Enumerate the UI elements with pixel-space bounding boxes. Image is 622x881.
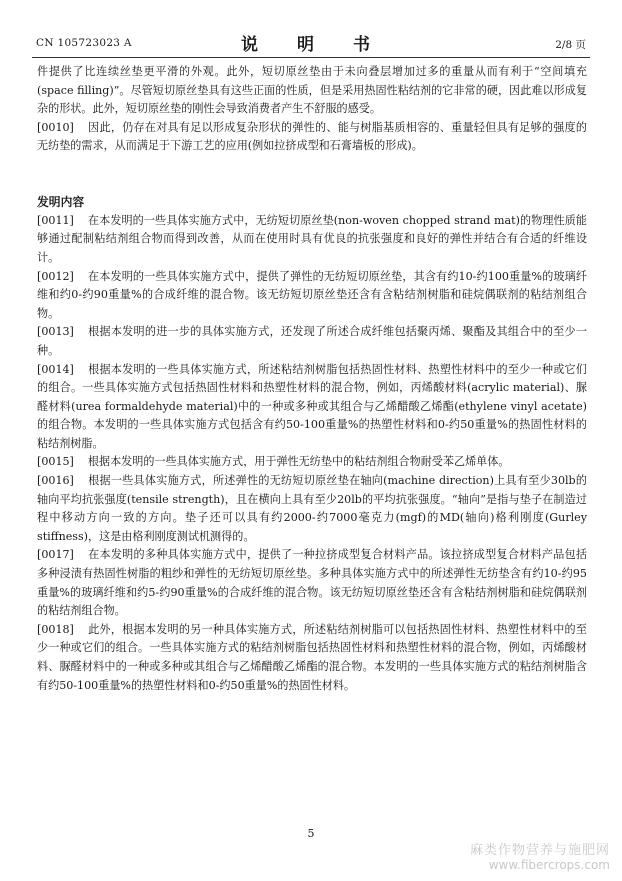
- watermark-url: www.fibercrops.com: [488, 858, 610, 872]
- paragraph-number: [0015]: [37, 455, 74, 469]
- paragraph-number: [0013]: [37, 325, 74, 339]
- spacer: [37, 156, 587, 175]
- paragraph-0013: [0013] 根据本发明的进一步的具体实施方式，还发现了所述合成纤维包括聚丙烯、聚酯及其组合中的至少一种。: [37, 325, 587, 357]
- paragraph-0018: [0018] 此外，根据本发明的另一种具体实施方式，所述粘结剂树脂可以包括热固性材料、热塑性材料中的至少一种或它们的组合。一些具体实施方式的粘结剂树脂包括热固性材料和热塑性材料的混合物，例如，丙烯酸材料、脲醛材料中的一种或多种或其组合与乙烯醋酸乙烯酯的混合物。本发明的一些具体实施方式的粘结剂树脂含有约50-100重量%的热塑性材料和0-约50重量%的热固性材料。: [37, 622, 587, 692]
- paragraph-0017: [0017] 在本发明的多种具体实施方式中，提供了一种拉挤成型复合材料产品。该拉挤成型复合材料产品包括多种浸渍有热固性树脂的粗纱和弹性的无纺短切原丝垫。多种具体实施方式中的所述弹性无纺垫含有约10-约95重量%的玻璃纤维和约5-约90重量%的合成纤维的混合物。该无纺短切原丝垫还含有含粘结剂树脂和硅烷偶联剂的粘结剂组合物。: [37, 548, 587, 618]
- paragraph-number: [0018]: [37, 622, 74, 636]
- paragraph-number: [0010]: [37, 120, 74, 134]
- page-number: 5: [307, 827, 315, 840]
- paragraph-0015: [0015] 根据本发明的一些具体实施方式，用于弹性无纺垫中的粘结剂组合物耐受苯乙烯单体。: [37, 455, 510, 469]
- paragraph-0011: [0011] 在本发明的一些具体实施方式中，无纺短切原丝垫(non-woven chopped strand mat)的物理性质能够通过配制粘结剂组合物而得到改善，从而在使用时具有优良的抗张强度和良好的弹性并结合有合适的纤维设计。: [37, 213, 587, 264]
- paragraph-number: [0016]: [37, 474, 74, 488]
- paragraph-number: [0011]: [37, 213, 74, 227]
- paragraph-0010: [0010] 因此，仍存在对具有足以形成复杂形状的弹性的、能与树脂基质相容的、重量轻但具有足够的强度的无纺垫的需求，从而满足于下游工艺的应用(例如拉挤成型和石膏墙板的形成)。: [37, 120, 587, 153]
- paragraph-number: [0014]: [37, 362, 74, 376]
- spacer: [37, 175, 587, 194]
- page-header: [0, 0, 622, 58]
- document-title: 说 明 书: [241, 35, 381, 55]
- paragraph-0016: [0016] 根据一些具体实施方式，所述弹性的无纺短切原丝垫在轴向(machine direction)上具有至少30lb的轴向平均抗张强度(tensile strength)，且在横向上具有至少20lb的平均抗张强度。“轴向”是指与垫子在制造过程中移动方向一致的方向。垫子还可以具有约2000-约7000毫克力(mgf)的MD(轴向)格利刚度(Gurley stiffness)，这是由格利刚度测试机测得的。: [37, 474, 587, 543]
- section-heading: 发明内容: [37, 195, 85, 210]
- page-indicator: 2/8 页: [555, 39, 586, 51]
- paragraph-number: [0017]: [37, 548, 74, 562]
- header-divider: [32, 57, 590, 58]
- paragraph-0014: [0014] 根据本发明的一些具体实施方式，所述粘结剂树脂包括热固性材料、热塑性材料中的至少一种或它们的组合。一些具体实施方式包括热固性材料和热塑性材料的混合物，例如，丙烯酸材料(acrylic material)、脲醛材料(urea formaldehyde material)中的一种或多种或其组合与乙烯醋酸乙烯酯(ethylene vinyl acetate)的组合物。本发明的一些具体实施方式包括含有约50-100重量%的热塑性材料和0-约50重量%的热固性材料的粘结剂树脂。: [37, 362, 587, 450]
- paragraph-number: [0012]: [37, 269, 74, 283]
- document-body: [37, 63, 587, 695]
- paragraph-continued: 件提供了比连续丝垫更平滑的外观。此外，短切原丝垫由于未向叠层增加过多的重量从而有利于“空间填充(space filling)”。尽管短切原丝垫具有这些正面的性质，但是采用热固性粘结剂的它非常的硬，因此难以形成复杂的形状。此外，短切原丝垫的刚性会导致消费者产生不舒服的感受。: [37, 65, 587, 116]
- patent-number: CN 105723023 A: [36, 37, 132, 49]
- watermark: [470, 843, 610, 873]
- watermark-site-name: 麻类作物营养与施肥网: [469, 843, 610, 858]
- paragraph-0012: [0012] 在本发明的一些具体实施方式中，提供了弹性的无纺短切原丝垫，其含有约10-约100重量%的玻璃纤维和约0-约90重量%的合成纤维的混合物。该无纺短切原丝垫还含有含粘结剂树脂和硅烷偶联剂的粘结剂组合物。: [37, 269, 587, 320]
